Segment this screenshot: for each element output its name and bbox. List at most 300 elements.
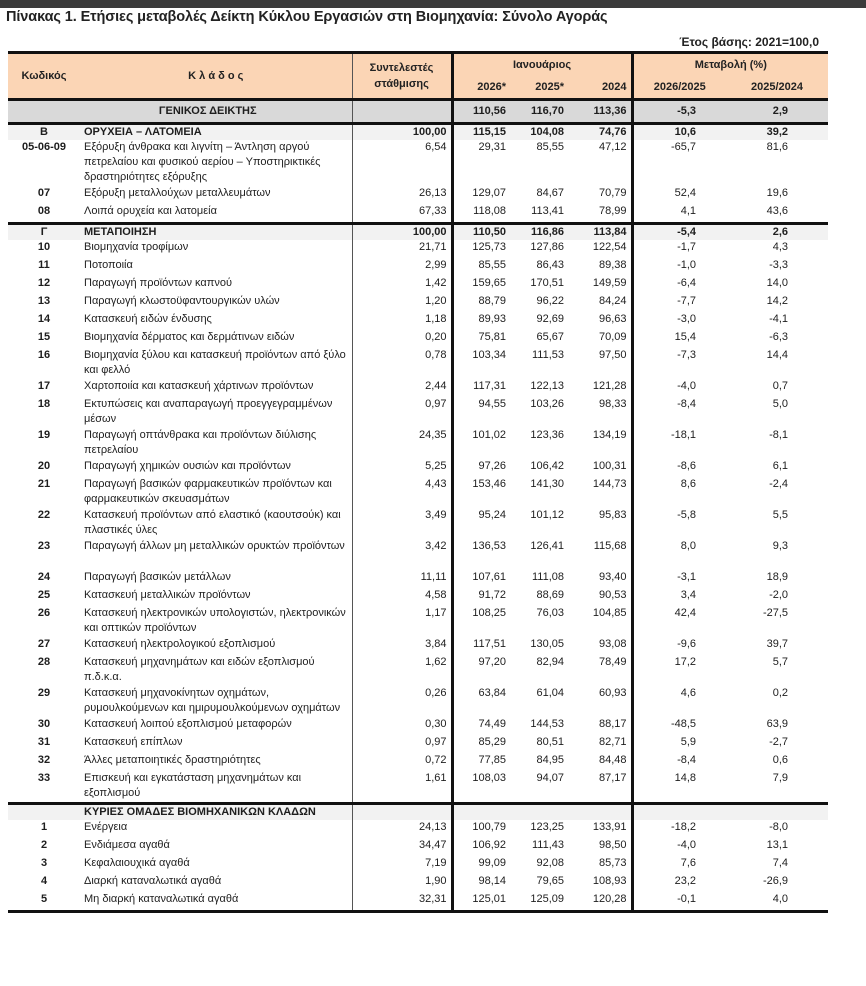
header-weights <box>352 53 452 100</box>
cell-2024: 84,48 <box>599 754 627 766</box>
cell-2024: 93,40 <box>599 571 627 583</box>
table-row <box>8 312 828 330</box>
cell-weight: 67,33 <box>352 204 452 224</box>
cell-2024: 78,99 <box>599 205 627 217</box>
cell-change-25-24: -2,4 <box>769 478 789 490</box>
cell-2025: 116,86 <box>510 224 568 241</box>
row-code: 17 <box>37 380 51 392</box>
cell-2025: 76,03 <box>536 607 564 619</box>
table-row <box>8 397 828 428</box>
row-code: 24 <box>37 571 51 583</box>
cell-2026: 100,79 <box>452 820 510 838</box>
cell-2026: 77,85 <box>452 753 510 771</box>
section-label: ΜΕΤΑΠΟΙΗΣΗ <box>80 224 352 241</box>
row-label: Κατασκευή προϊόντων από ελαστικό (καουτσούκ) και πλαστικές ύλες <box>84 509 341 536</box>
cell-weight: 1,61 <box>352 771 452 804</box>
cell-2026: 85,29 <box>452 735 510 753</box>
table-row <box>8 186 828 204</box>
cell-2024: 98,50 <box>599 839 627 851</box>
cell-2026 <box>452 804 510 821</box>
row-code: 33 <box>37 772 51 784</box>
cell-2025: 116,70 <box>510 100 568 124</box>
cell-weight: 0,97 <box>352 397 452 428</box>
industry-turnover-table <box>8 51 828 913</box>
cell-2025: 80,51 <box>536 736 564 748</box>
section-code: Β <box>8 124 80 141</box>
header-january: Ιανουάριος <box>452 53 632 77</box>
cell-change-25-24 <box>726 804 828 821</box>
cell-weight: 0,30 <box>352 717 452 735</box>
cell-2025: 144,53 <box>530 718 564 730</box>
row-label: Εξόρυξη άνθρακα και λιγνίτη – Άντληση αργού πετρελαίου και φυσικού αερίου – Υποστηρικτικές δραστηριότητες εξόρυξης <box>84 141 321 183</box>
cell-2026: 107,61 <box>452 570 510 588</box>
cell-change-26-25: -1,7 <box>632 240 726 258</box>
cell-2025: 103,26 <box>530 398 564 410</box>
cell-change-25-24: 0,6 <box>772 754 789 766</box>
row-label: Παραγωγή οπτάνθρακα και προϊόντων διύλισης πετρελαίου <box>84 429 317 456</box>
cell-2026: 98,14 <box>452 874 510 892</box>
cell-weight: 21,71 <box>352 240 452 258</box>
cell-weight: 3,49 <box>352 508 452 539</box>
cell-weight: 24,13 <box>352 820 452 838</box>
cell-2025: 84,95 <box>536 754 564 766</box>
general-index-label: ΓΕΝΙΚΟΣ ΔΕΙΚΤΗΣ <box>8 100 352 124</box>
header-2025: 2025* <box>510 76 568 100</box>
cell-2024: 89,38 <box>599 259 627 271</box>
table-row <box>8 838 828 856</box>
table-row <box>8 508 828 539</box>
cell-2025: 82,94 <box>536 656 564 668</box>
cell-2024: 108,93 <box>592 875 627 887</box>
row-code: 30 <box>37 718 51 730</box>
cell-change-25-24: 0,2 <box>772 687 789 699</box>
cell-change-25-24: 14,0 <box>766 277 789 289</box>
table-row <box>8 204 828 224</box>
row-label: Διαρκή καταναλωτικά αγαθά <box>84 875 222 887</box>
cell-weight: 1,90 <box>352 874 452 892</box>
row-code: 5 <box>8 892 80 912</box>
cell-weight: 2,44 <box>352 379 452 397</box>
table-row <box>8 686 828 717</box>
row-label: Ποτοποιία <box>84 259 133 271</box>
cell-change-26-25: 17,2 <box>632 655 726 686</box>
cell-weight: 11,11 <box>352 570 452 588</box>
table-row <box>8 717 828 735</box>
row-label: Άλλες μεταποιητικές δραστηριότητες <box>84 754 261 766</box>
table-row <box>8 874 828 892</box>
row-code: 2 <box>40 839 48 851</box>
cell-2024 <box>568 804 632 821</box>
cell-change-26-25 <box>632 804 726 821</box>
cell-2026: 153,46 <box>452 477 510 508</box>
cell-2026: 108,25 <box>452 606 510 637</box>
row-code: 08 <box>37 205 51 217</box>
row-label: Παραγωγή προϊόντων καπνού <box>84 277 232 289</box>
cell-2024: 113,36 <box>568 100 632 124</box>
cell-2026: 117,51 <box>452 637 510 655</box>
cell-weight: 3,42 <box>352 539 452 570</box>
cell-weight: 0,26 <box>352 686 452 717</box>
cell-change-26-25: -18,1 <box>632 428 726 459</box>
row-label: Βιομηχανία ξύλου και κατασκευή προϊόντων από ξύλο και φελλό <box>84 349 346 376</box>
table-row <box>8 348 828 379</box>
cell-weight: 2,99 <box>352 258 452 276</box>
cell-2024: 144,73 <box>592 478 627 490</box>
cell-2025: 122,13 <box>530 380 564 392</box>
row-label: Παραγωγή άλλων μη μεταλλικών ορυκτών προϊόντων <box>84 540 345 552</box>
cell-2024: 133,91 <box>592 821 627 833</box>
row-code: 4 <box>40 875 48 887</box>
cell-weight: 4,43 <box>352 477 452 508</box>
cell-change-26-25: 14,8 <box>632 771 726 804</box>
cell-weight: 1,18 <box>352 312 452 330</box>
cell-2024: 74,76 <box>568 124 632 141</box>
cell-weight: 100,00 <box>352 124 452 141</box>
table-row <box>8 892 828 912</box>
row-label: Κατασκευή επίπλων <box>84 736 183 748</box>
cell-2026: 125,01 <box>452 892 510 912</box>
row-code: 28 <box>37 656 51 668</box>
cell-2024: 90,53 <box>599 589 627 601</box>
cell-2024: 84,24 <box>599 295 627 307</box>
table-row <box>8 258 828 276</box>
cell-change-26-25: 8,0 <box>632 539 726 570</box>
cell-change-26-25: 4,1 <box>632 204 726 224</box>
row-label: Κατασκευή ηλεκτρονικών υπολογιστών, ηλεκτρονικών και οπτικών προϊόντων <box>84 607 346 634</box>
cell-2025: 130,05 <box>530 638 564 650</box>
cell-weight: 0,20 <box>352 330 452 348</box>
cell-change-25-24: -2,0 <box>769 589 789 601</box>
row-code: 1 <box>40 821 48 833</box>
cell-change-25-24: 14,4 <box>766 349 789 361</box>
cell-2025: 126,41 <box>530 540 564 552</box>
cell-2026: 106,92 <box>452 838 510 856</box>
cell-2025: 61,04 <box>536 687 564 699</box>
cell-change-25-24: 39,2 <box>726 124 828 141</box>
cell-change-25-24: 2,9 <box>726 100 828 124</box>
table-row <box>8 771 828 804</box>
row-label: Μη διαρκή καταναλωτικά αγαθά <box>80 892 352 912</box>
cell-weight: 1,20 <box>352 294 452 312</box>
row-label: Εκτυπώσεις και αναπαραγωγή προεγγεγραμμένων μέσων <box>84 398 333 425</box>
table-header <box>8 53 828 100</box>
cell-2025: 86,43 <box>536 259 564 271</box>
cell-change-25-24: 63,9 <box>766 718 789 730</box>
row-code: 15 <box>37 331 51 343</box>
cell-change-26-25: 10,6 <box>632 124 726 141</box>
cell-2026: 136,53 <box>452 539 510 570</box>
table-row <box>8 820 828 838</box>
row-code: 13 <box>37 295 51 307</box>
cell-change-25-24: 4,0 <box>726 892 828 912</box>
cell-2026: 97,26 <box>452 459 510 477</box>
cell-2025: 111,53 <box>531 349 564 361</box>
cell-2024: 97,50 <box>599 349 627 361</box>
cell-2025: 111,43 <box>531 839 564 851</box>
table-row <box>8 294 828 312</box>
cell-2024: 70,09 <box>599 331 627 343</box>
cell-2026: 99,09 <box>452 856 510 874</box>
cell-2025: 125,09 <box>510 892 568 912</box>
row-label: Κατασκευή λοιπού εξοπλισμού μεταφορών <box>84 718 292 730</box>
row-label: Παραγωγή βασικών φαρμακευτικών προϊόντων και φαρμακευτικών σκευασμάτων <box>84 478 332 505</box>
row-code: 19 <box>37 429 51 441</box>
cell-change-25-24: 5,5 <box>772 509 789 521</box>
cell-change-25-24: 43,6 <box>766 205 789 217</box>
cell-2026: 95,24 <box>452 508 510 539</box>
cell-2025: 79,65 <box>536 875 564 887</box>
cell-change-25-24: 5,7 <box>772 656 789 668</box>
section-label: ΚΥΡΙΕΣ ΟΜΑΔΕΣ ΒΙΟΜΗΧΑΝΙΚΩΝ ΚΛΑΔΩΝ <box>80 804 352 821</box>
cell-2025: 92,69 <box>536 313 564 325</box>
cell-change-26-25: -6,4 <box>632 276 726 294</box>
cell-2025: 106,42 <box>530 460 564 472</box>
row-label: Κατασκευή μηχανοκίνητων οχημάτων, ρυμουλκούμενων και ημιρυμουλκούμενων οχημάτων <box>84 687 341 714</box>
header-2024: 2024 <box>568 76 632 100</box>
cell-change-25-24: 9,3 <box>772 540 789 552</box>
cell-2026: 89,93 <box>452 312 510 330</box>
cell-2026: 75,81 <box>452 330 510 348</box>
cell-change-25-24: 7,9 <box>772 772 789 784</box>
row-code: 25 <box>37 589 51 601</box>
table-row <box>8 330 828 348</box>
cell-2026: 97,20 <box>452 655 510 686</box>
base-year-note: Έτος βάσης: 2021=100,0 <box>679 35 819 49</box>
row-code: 11 <box>38 259 50 271</box>
cell-change-26-25: 3,4 <box>632 588 726 606</box>
cell-weight: 7,19 <box>352 856 452 874</box>
cell-change-26-25: -5,4 <box>632 224 726 241</box>
cell-weight <box>352 804 452 821</box>
cell-2024: 70,79 <box>599 187 627 199</box>
cell-weight: 1,17 <box>352 606 452 637</box>
cell-2025: 123,36 <box>530 429 564 441</box>
cell-2026: 91,72 <box>452 588 510 606</box>
cell-2025: 170,51 <box>530 277 564 289</box>
row-label: Κατασκευή μεταλλικών προϊόντων <box>84 589 251 601</box>
row-code: 16 <box>37 349 51 361</box>
cell-change-26-25: -5,8 <box>632 508 726 539</box>
cell-2026: 29,31 <box>452 140 510 186</box>
cell-change-25-24: 7,4 <box>772 857 789 869</box>
cell-2024: 82,71 <box>599 736 627 748</box>
cell-weight: 6,54 <box>352 140 452 186</box>
cell-change-26-25: 42,4 <box>632 606 726 637</box>
cell-2025: 101,12 <box>530 509 564 521</box>
cell-change-26-25: -0,1 <box>632 892 726 912</box>
header-2026: 2026* <box>452 76 510 100</box>
cell-2026: 118,08 <box>452 204 510 224</box>
groups-rows <box>8 820 828 912</box>
cell-2025: 84,67 <box>536 187 564 199</box>
row-code: 32 <box>37 754 51 766</box>
row-label: Παραγωγή κλωστοϋφαντουργικών υλών <box>84 295 280 307</box>
cell-2024: 78,49 <box>599 656 627 668</box>
cell-change-25-24: 14,2 <box>766 295 789 307</box>
cell-change-26-25: -5,3 <box>632 100 726 124</box>
cell-weight: 100,00 <box>352 224 452 241</box>
header-change-25-24: 2025/2024 <box>726 76 828 100</box>
cell-2025: 88,69 <box>536 589 564 601</box>
cell-change-25-24: -3,3 <box>769 259 789 271</box>
row-label: Παραγωγή βασικών μετάλλων <box>84 571 231 583</box>
row-label: Ενδιάμεσα αγαθά <box>84 839 170 851</box>
cell-change-26-25: -3,0 <box>632 312 726 330</box>
cell-change-26-25: -4,0 <box>632 379 726 397</box>
cell-2024: 115,68 <box>593 540 627 552</box>
cell-2025: 127,86 <box>530 241 564 253</box>
row-label: Κεφαλαιουχικά αγαθά <box>84 857 190 869</box>
row-code: 12 <box>37 277 51 289</box>
cell-2024: 113,84 <box>568 224 632 241</box>
cell-change-26-25: 7,6 <box>632 856 726 874</box>
cell-weight: 1,42 <box>352 276 452 294</box>
row-label: Βιομηχανία τροφίμων <box>84 241 189 253</box>
cell-weight: 0,78 <box>352 348 452 379</box>
cell-2026: 110,50 <box>452 224 510 241</box>
row-label: Λοιπά ορυχεία και λατομεία <box>84 205 217 217</box>
row-code: 29 <box>37 687 51 699</box>
cell-2024: 100,31 <box>592 460 627 472</box>
cell-change-26-25: -7,3 <box>632 348 726 379</box>
cell-2024: 60,93 <box>599 687 627 699</box>
cell-2025: 92,08 <box>536 857 564 869</box>
cell-change-26-25: -8,6 <box>632 459 726 477</box>
cell-change-26-25: 5,9 <box>632 735 726 753</box>
cell-2026: 115,15 <box>452 124 510 141</box>
table-row <box>8 539 828 570</box>
cell-change-25-24: 13,1 <box>766 839 789 851</box>
cell-2025: 111,08 <box>531 571 564 583</box>
cell-2026: 85,55 <box>452 258 510 276</box>
cell-weight: 5,25 <box>352 459 452 477</box>
cell-2025 <box>510 804 568 821</box>
cell-change-25-24: -27,5 <box>762 607 789 619</box>
row-code: 05-06-09 <box>21 141 67 153</box>
header-sector: Κ λ ά δ ο ς <box>80 53 352 100</box>
cell-2026: 88,79 <box>452 294 510 312</box>
row-label: Κατασκευή μηχανημάτων και ειδών εξοπλισμού π.δ.κ.α. <box>84 656 315 683</box>
table-row <box>8 856 828 874</box>
row-code: 07 <box>37 187 51 199</box>
table-row <box>8 735 828 753</box>
cell-2026: 125,73 <box>452 240 510 258</box>
cell-2026: 108,03 <box>452 771 510 804</box>
cell-2025: 65,67 <box>536 331 564 343</box>
row-code: 3 <box>40 857 48 869</box>
table-row <box>8 637 828 655</box>
cell-change-25-24: -4,1 <box>769 313 789 325</box>
row-label: Ενέργεια <box>84 821 128 833</box>
cell-2026: 110,56 <box>452 100 510 124</box>
cell-change-26-25: -4,0 <box>632 838 726 856</box>
cell-change-25-24: 18,9 <box>766 571 789 583</box>
cell-2024: 96,63 <box>599 313 627 325</box>
cell-2024: 122,54 <box>592 241 627 253</box>
cell-change-26-25: -9,6 <box>632 637 726 655</box>
cell-change-25-24: -2,7 <box>769 736 789 748</box>
cell-change-25-24: -8,1 <box>769 429 789 441</box>
cell-change-25-24: 81,6 <box>766 141 789 153</box>
table-row <box>8 570 828 588</box>
row-label: Χαρτοποιία και κατασκευή χάρτινων προϊόντων <box>84 380 314 392</box>
row-code: 10 <box>37 241 51 253</box>
cell-2024: 87,17 <box>599 772 627 784</box>
table-row <box>8 459 828 477</box>
row-label: Παραγωγή χημικών ουσιών και προϊόντων <box>84 460 291 472</box>
section-code <box>8 804 80 821</box>
cell-2026: 63,84 <box>452 686 510 717</box>
cell-change-26-25: -3,1 <box>632 570 726 588</box>
table-row <box>8 588 828 606</box>
table-row <box>8 379 828 397</box>
manufacturing-rows <box>8 240 828 804</box>
row-code: 20 <box>37 460 51 472</box>
section-row-mining <box>8 124 828 141</box>
cell-change-26-25: 23,2 <box>632 874 726 892</box>
header-change-26-25: 2026/2025 <box>632 76 726 100</box>
table-row <box>8 276 828 294</box>
cell-2024: 104,85 <box>592 607 627 619</box>
table-title: Πίνακας 1. Ετήσιες μεταβολές Δείκτη Κύκλου Εργασιών στη Βιομηχανία: Σύνολο Αγοράς <box>6 9 608 25</box>
cell-change-25-24: -26,9 <box>762 875 789 887</box>
window-top-bar <box>0 0 866 8</box>
cell-change-26-25: -8,4 <box>632 753 726 771</box>
table-row <box>8 140 828 186</box>
cell-2025: 94,07 <box>536 772 564 784</box>
cell-2026: 101,02 <box>452 428 510 459</box>
cell-2025: 141,30 <box>530 478 564 490</box>
row-label: Εξόρυξη μεταλλούχων μεταλλευμάτων <box>84 187 271 199</box>
mining-rows <box>8 140 828 224</box>
table-row <box>8 240 828 258</box>
row-code: 31 <box>37 736 51 748</box>
row-code: 14 <box>37 313 51 325</box>
row-label: Κατασκευή ηλεκτρολογικού εξοπλισμού <box>84 638 276 650</box>
cell-2024: 85,73 <box>599 857 627 869</box>
header-code: Κωδικός <box>8 53 80 100</box>
row-code: 27 <box>37 638 51 650</box>
row-code: 21 <box>37 478 51 490</box>
cell-change-26-25: 15,4 <box>632 330 726 348</box>
cell-2024: 149,59 <box>592 277 627 289</box>
cell-weight: 1,62 <box>352 655 452 686</box>
cell-weight: 26,13 <box>352 186 452 204</box>
cell-weight: 3,84 <box>352 637 452 655</box>
row-label: Βιομηχανία δέρματος και δερμάτινων ειδών <box>84 331 295 343</box>
cell-change-25-24: -8,0 <box>769 821 789 833</box>
cell-2024: 88,17 <box>599 718 627 730</box>
general-index-weight <box>352 100 452 124</box>
general-index-row <box>8 100 828 124</box>
cell-2025: 96,22 <box>536 295 564 307</box>
cell-2024: 47,12 <box>599 141 627 153</box>
cell-2026: 117,31 <box>452 379 510 397</box>
row-label: Επισκευή και εγκατάσταση μηχανημάτων και εξοπλισμού <box>84 772 302 799</box>
header-weights-line2: στάθμισης <box>374 78 429 90</box>
table-row <box>8 753 828 771</box>
table-row <box>8 606 828 637</box>
cell-change-26-25: -18,2 <box>632 820 726 838</box>
cell-weight: 24,35 <box>352 428 452 459</box>
cell-2025: 85,55 <box>536 141 564 153</box>
cell-change-25-24: 19,6 <box>766 187 789 199</box>
cell-2026: 74,49 <box>452 717 510 735</box>
row-code: 23 <box>37 540 51 552</box>
table-row <box>8 477 828 508</box>
row-code: 18 <box>37 398 51 410</box>
row-code: 26 <box>37 607 51 619</box>
